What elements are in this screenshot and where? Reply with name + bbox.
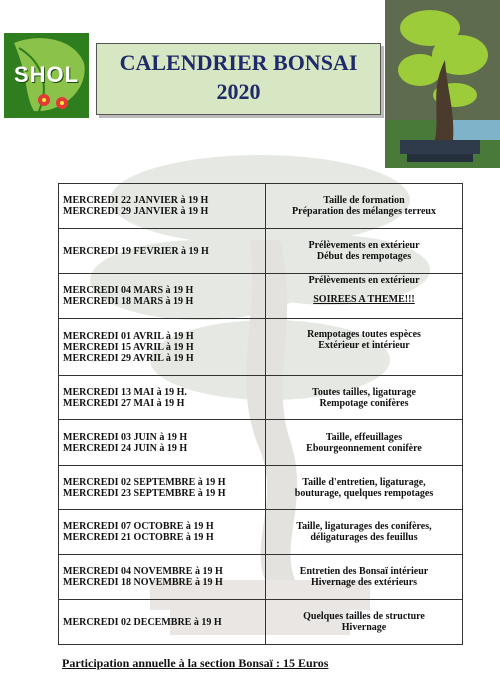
shol-logo <box>4 33 89 118</box>
date-cell <box>59 420 266 466</box>
activity-line: Rempotage conifères <box>319 397 409 409</box>
table-row <box>59 510 463 555</box>
activity-line: Prélèvements en extérieur <box>308 240 420 251</box>
activity-line: Rempotages toutes espèces <box>307 329 421 340</box>
activity-line: Extérieur et intérieur <box>318 340 410 351</box>
activity-cell <box>266 466 463 510</box>
date-line: MERCREDI 29 AVRIL à 19 H <box>63 352 194 364</box>
date-line: MERCREDI 18 NOVEMBRE à 19 H <box>63 577 223 588</box>
table-row <box>59 376 463 420</box>
activity-line: Préparation des mélanges terreux <box>292 206 436 217</box>
table-row <box>59 600 463 645</box>
table-row <box>59 274 463 319</box>
activity-line: Prélèvements en extérieur <box>308 275 420 286</box>
table-row <box>59 184 463 229</box>
page-title <box>96 43 381 115</box>
activity-line: bouturage, quelques rempotages <box>294 487 434 499</box>
date-cell <box>59 555 266 600</box>
activity-line: déligaturages des feuillus <box>310 532 418 543</box>
date-line: MERCREDI 13 MAI à 19 H. <box>63 386 187 398</box>
activity-line: Taille, effeuillages <box>325 431 403 443</box>
activity-line: Quelques tailles de structure <box>303 611 425 622</box>
date-line: MERCREDI 03 JUIN à 19 H <box>63 431 188 443</box>
date-line: MERCREDI 23 SEPTEMBRE à 19 H <box>63 487 226 499</box>
activity-cell <box>266 510 463 555</box>
date-line: MERCREDI 19 FEVRIER à 19 H <box>63 245 209 257</box>
logo-text: SHOL <box>13 62 80 87</box>
schedule-table <box>58 183 463 645</box>
date-line: MERCREDI 02 SEPTEMBRE à 19 H <box>63 476 226 488</box>
date-cell <box>59 319 266 376</box>
date-line: MERCREDI 04 MARS à 19 H <box>63 285 194 296</box>
activity-line: Début des rempotages <box>316 251 412 262</box>
title-line-1: CALENDRIER BONSAI <box>119 50 358 75</box>
activity-cell <box>266 274 463 319</box>
date-cell <box>59 376 266 420</box>
activity-line: Ebourgeonnement conifère <box>306 442 422 454</box>
activity-cell <box>266 319 463 376</box>
date-cell <box>59 229 266 274</box>
activity-cell <box>266 184 463 229</box>
date-cell <box>59 274 266 319</box>
activity-cell <box>266 229 463 274</box>
date-line: MERCREDI 07 OCTOBRE à 19 H <box>63 521 214 532</box>
date-line: MERCREDI 24 JUIN à 19 H <box>63 442 188 454</box>
date-line: MERCREDI 29 JANVIER à 19 H <box>63 206 209 217</box>
bonsai-photo <box>385 0 500 168</box>
date-line: MERCREDI 02 DECEMBRE à 19 H <box>63 616 222 628</box>
activity-cell <box>266 600 463 645</box>
date-line: MERCREDI 27 MAI à 19 H <box>63 397 185 409</box>
activity-cell <box>266 376 463 420</box>
date-cell <box>59 510 266 555</box>
theme-evenings-label: SOIREES A THEME!!! <box>313 294 415 305</box>
activity-line: Hivernage des extérieurs <box>310 577 418 588</box>
date-cell <box>59 184 266 229</box>
table-row <box>59 420 463 466</box>
table-row <box>59 555 463 600</box>
title-line-2: 2020 <box>216 79 261 104</box>
date-line: MERCREDI 15 AVRIL à 19 H <box>63 341 194 353</box>
date-line: MERCREDI 21 OCTOBRE à 19 H <box>63 532 214 543</box>
participation-fee-note: Participation annuelle à la section Bonsaï : 15 Euros <box>62 656 329 670</box>
date-line: MERCREDI 04 NOVEMBRE à 19 H <box>63 566 223 577</box>
table-row <box>59 229 463 274</box>
date-line: MERCREDI 18 MARS à 19 H <box>63 296 194 307</box>
activity-line: Toutes tailles, ligaturage <box>312 386 416 398</box>
date-line: MERCREDI 22 JANVIER à 19 H <box>63 195 209 206</box>
activity-line: Taille d'entretien, ligaturage, <box>302 476 426 488</box>
date-cell <box>59 466 266 510</box>
activity-line: Taille, ligaturages des conifères, <box>296 521 432 532</box>
table-row <box>59 319 463 376</box>
activity-line: Hivernage <box>341 622 387 633</box>
activity-line: Entretien des Bonsaï intérieur <box>299 566 429 577</box>
activity-cell <box>266 555 463 600</box>
date-line: MERCREDI 01 AVRIL à 19 H <box>63 330 194 342</box>
date-cell <box>59 600 266 645</box>
activity-cell <box>266 420 463 466</box>
table-row <box>59 466 463 510</box>
activity-line: Taille de formation <box>323 195 405 206</box>
